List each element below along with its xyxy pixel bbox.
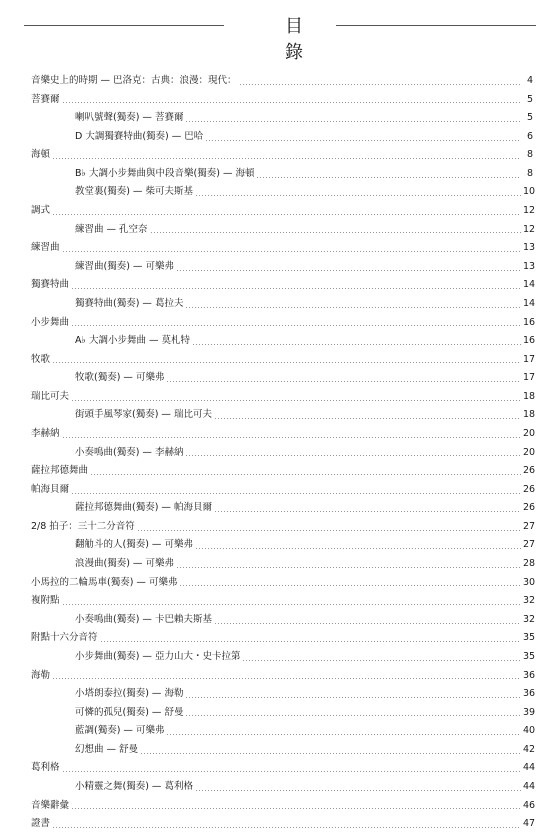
toc-page-number: 32	[523, 613, 536, 625]
toc-entry-label: 瑞比可夫	[31, 390, 70, 402]
toc-entry-label: 李赫納	[31, 427, 60, 439]
dot-leader	[52, 158, 521, 159]
toc-entry-label: 喇叭號聲(獨奏) — 菩賽爾	[75, 112, 184, 124]
dot-leader	[52, 214, 521, 215]
toc-subentry[interactable]	[31, 406, 536, 425]
toc-subentry[interactable]	[31, 555, 536, 574]
toc-entry-label: 附點十六分音符	[31, 632, 98, 644]
toc-entry[interactable]	[31, 351, 536, 370]
toc-subentry[interactable]	[31, 611, 536, 630]
toc-entry-label: 教堂裏(獨奏) — 柴可夫斯基	[75, 186, 193, 198]
toc-subentry[interactable]	[31, 536, 536, 555]
toc-entry-label: 幻想曲 — 舒曼	[75, 743, 139, 755]
dot-leader	[150, 232, 521, 233]
toc-entry-label: 小塔朗泰拉(獨奏) — 海勒	[75, 688, 184, 700]
toc-entry-label: 帕海貝爾	[31, 483, 70, 495]
toc-entry[interactable]	[31, 239, 536, 258]
toc-page-number: 35	[523, 632, 536, 644]
toc-page-number: 44	[523, 780, 536, 792]
toc-entry-label: 薩拉邦德舞曲(獨奏) — 帕海貝爾	[75, 502, 212, 514]
dot-leader	[166, 381, 521, 382]
toc-entry-label: 複附點	[31, 595, 60, 607]
toc-entry[interactable]	[31, 388, 536, 407]
toc-subentry[interactable]	[31, 704, 536, 723]
toc-entry[interactable]	[31, 72, 533, 91]
toc-page-number: 14	[523, 297, 536, 309]
dot-leader	[176, 270, 521, 271]
dot-leader	[214, 623, 521, 624]
dot-leader	[214, 418, 521, 419]
toc-subentry[interactable]	[31, 685, 536, 704]
toc-entry-label: 菩賽爾	[31, 93, 60, 105]
toc-entry-label: 小步舞曲	[31, 316, 70, 328]
dot-leader	[242, 660, 521, 661]
dot-leader	[185, 715, 521, 716]
toc-entry-label: D 大調獨賽特曲(獨奏) — 巴哈	[75, 130, 204, 142]
toc-subentry[interactable]	[31, 332, 536, 351]
toc-entry[interactable]	[31, 759, 536, 778]
dot-leader	[192, 344, 521, 345]
toc-subentry[interactable]	[31, 165, 533, 184]
toc-entry[interactable]	[31, 481, 536, 500]
toc-page-number: 12	[523, 223, 536, 235]
dot-leader	[166, 734, 521, 735]
toc-entry-label: 小馬拉的二輪馬車(獨奏) — 可樂弗	[31, 576, 178, 588]
toc-page-number: 13	[523, 260, 536, 272]
toc-entry-label: 小精靈之舞(獨奏) — 葛利格	[75, 780, 193, 792]
dot-leader	[62, 771, 521, 772]
dot-leader	[100, 641, 521, 642]
toc-page-number: 42	[523, 743, 536, 755]
toc-entry-label: 薩拉邦德舞曲	[31, 465, 89, 477]
toc-entry[interactable]	[31, 629, 536, 648]
toc-entry-label: 音樂辭彙	[31, 799, 70, 811]
toc-entry[interactable]	[31, 202, 536, 221]
toc-entry-label: 小奏鳴曲(獨奏) — 李赫納	[75, 446, 184, 458]
dot-leader	[195, 548, 521, 549]
toc-subentry[interactable]	[31, 221, 536, 240]
toc-page-number: 40	[523, 725, 536, 737]
toc-page-number: 27	[523, 520, 536, 532]
toc-subentry[interactable]	[31, 183, 536, 202]
toc-page-number: 36	[523, 688, 536, 700]
dot-leader	[71, 808, 521, 809]
toc-entry[interactable]	[31, 667, 536, 686]
toc-page-number: 8	[526, 167, 533, 179]
toc-entry-label: 可憐的孤兒(獨奏) — 舒曼	[75, 706, 184, 718]
dot-leader	[52, 362, 521, 363]
toc-page-number: 13	[523, 242, 536, 254]
toc-page-number: 5	[526, 112, 533, 124]
toc-entry-label: 海勒	[31, 669, 51, 681]
toc-page-number: 17	[523, 353, 536, 365]
toc-entry[interactable]	[31, 276, 536, 295]
toc-page-number: 18	[523, 390, 536, 402]
toc-page-number: 16	[523, 316, 536, 328]
toc-page-number: 39	[523, 706, 536, 718]
toc-page-number: 17	[523, 372, 536, 384]
toc-page-number: 20	[523, 427, 536, 439]
toc-page-number: 26	[523, 502, 536, 514]
toc-subentry[interactable]	[31, 128, 533, 147]
toc-page-number: 32	[523, 595, 536, 607]
header-rule-right	[336, 25, 536, 26]
toc-entry[interactable]	[31, 592, 536, 611]
toc-page-number: 12	[523, 205, 536, 217]
toc-subentry[interactable]	[31, 444, 536, 463]
dot-leader	[140, 753, 521, 754]
toc-subentry[interactable]	[31, 295, 536, 314]
dot-leader	[62, 437, 521, 438]
toc-entry-label: 浪漫曲(獨奏) — 可樂弗	[75, 558, 174, 570]
toc-page-number: 30	[523, 576, 536, 588]
toc-page-number: 5	[526, 93, 533, 105]
page-header	[24, 12, 536, 63]
toc-subentry[interactable]	[31, 648, 536, 667]
toc-entry-label: 藍調(獨奏) — 可樂弗	[75, 725, 165, 737]
dot-leader	[62, 604, 521, 605]
toc-entry-label: A♭ 大調小步舞曲 — 莫札特	[75, 335, 191, 347]
toc-entry-label: B♭ 大調小步舞曲與中段音樂(獨奏) — 海頓	[75, 167, 255, 179]
toc-page-number: 16	[523, 335, 536, 347]
dot-leader	[239, 84, 521, 85]
toc-entry[interactable]	[31, 574, 536, 593]
toc-entry[interactable]	[31, 797, 536, 816]
toc-page-number: 8	[526, 149, 533, 161]
toc-entry-label: 街頭手風琴家(獨奏) — 瑞比可夫	[75, 409, 212, 421]
toc-page-number: 44	[523, 762, 536, 774]
toc-page-number: 28	[523, 558, 536, 570]
dot-leader	[185, 697, 521, 698]
dot-leader	[195, 195, 521, 196]
dot-leader	[256, 177, 521, 178]
toc-entry-label: 葛利格	[31, 762, 60, 774]
dot-leader	[62, 102, 521, 103]
toc-page-number: 6	[526, 130, 533, 142]
toc-entry[interactable]	[31, 518, 536, 537]
toc-page-number: 47	[523, 818, 536, 830]
toc-page-number: 46	[523, 799, 536, 811]
dot-leader	[185, 307, 521, 308]
dot-leader	[62, 251, 521, 252]
toc-subentry[interactable]	[31, 499, 536, 518]
toc-entry-label: 調式	[31, 205, 51, 217]
dot-leader	[176, 567, 521, 568]
toc-entry-label: 小步舞曲(獨奏) — 亞力山大・史卡拉第	[75, 650, 241, 662]
dot-leader	[71, 288, 521, 289]
toc-page-number: 18	[523, 409, 536, 421]
dot-leader	[90, 474, 521, 475]
header-rule-left	[24, 25, 224, 26]
toc-entry[interactable]	[31, 462, 536, 481]
toc-entry[interactable]	[31, 815, 536, 834]
dot-leader	[71, 325, 521, 326]
toc-subentry[interactable]	[31, 258, 536, 277]
toc-entry[interactable]	[31, 91, 533, 110]
toc-page-number: 20	[523, 446, 536, 458]
dot-leader	[71, 493, 521, 494]
toc-entry-label: 牧歌(獨奏) — 可樂弗	[75, 372, 165, 384]
toc-entry-label: 獨賽特曲	[31, 279, 70, 291]
toc-entry[interactable]	[31, 314, 536, 333]
page-title: 目 錄	[285, 16, 329, 63]
toc-subentry[interactable]	[31, 778, 536, 797]
toc-page-number: 14	[523, 279, 536, 291]
dot-leader	[137, 530, 521, 531]
toc-entry[interactable]	[31, 146, 533, 165]
dot-leader	[195, 790, 521, 791]
toc-page-number: 26	[523, 465, 536, 477]
dot-leader	[185, 121, 521, 122]
toc-entry-label: 獨賽特曲(獨奏) — 葛拉夫	[75, 297, 184, 309]
toc-subentry[interactable]	[31, 741, 536, 760]
toc-page-number: 35	[523, 650, 536, 662]
toc-entry-label: 小奏鳴曲(獨奏) — 卡巴賴夫斯基	[75, 613, 212, 625]
toc-page-number: 4	[526, 75, 533, 86]
toc-entry-label: 練習曲(獨奏) — 可樂弗	[75, 260, 174, 272]
toc-page-number: 27	[523, 539, 536, 551]
toc-entry-label: 證書	[31, 818, 51, 830]
dot-leader	[205, 140, 521, 141]
toc-entry-label: 海頓	[31, 149, 51, 161]
toc-entry-label: 2/8 拍子：三十二分音符	[31, 520, 135, 532]
dot-leader	[179, 585, 521, 586]
dot-leader	[185, 455, 521, 456]
toc-page-number: 26	[523, 483, 536, 495]
dot-leader	[214, 511, 521, 512]
toc-entry[interactable]	[31, 425, 536, 444]
dot-leader	[52, 827, 521, 828]
table-of-contents	[31, 72, 536, 834]
toc-entry-label: 練習曲	[31, 242, 60, 254]
toc-entry-label: 翻觔斗的人(獨奏) — 可樂弗	[75, 539, 193, 551]
toc-subentry[interactable]	[31, 109, 533, 128]
toc-subentry[interactable]	[31, 369, 536, 388]
dot-leader	[71, 400, 521, 401]
toc-subentry[interactable]	[31, 722, 536, 741]
toc-page-number: 36	[523, 669, 536, 681]
toc-entry-label: 練習曲 — 孔空奈	[75, 223, 148, 235]
dot-leader	[52, 678, 521, 679]
toc-entry-label: 音樂史上的時期 — 巴洛克：古典：浪漫：現代：	[31, 75, 237, 86]
toc-entry-label: 牧歌	[31, 353, 51, 365]
toc-page-number: 10	[523, 186, 536, 198]
